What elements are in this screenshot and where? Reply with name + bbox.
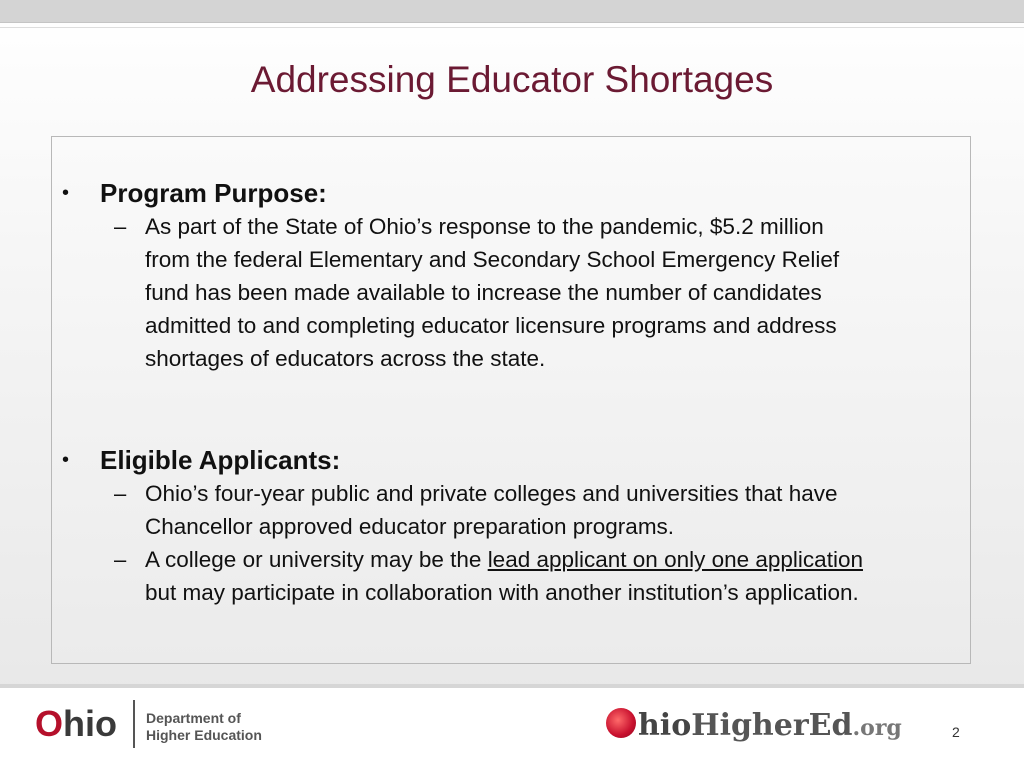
dash-icon: – (114, 547, 127, 572)
sub-item-text (145, 210, 967, 375)
ohio-logo-o: O (35, 703, 64, 744)
bullet-heading: Eligible Applicants: (100, 445, 341, 475)
text-line: but may participate in collaboration with another institution’s application. (145, 580, 859, 605)
ohio-seal-icon (606, 708, 636, 738)
text-line: admitted to and completing educator licensure programs and address (145, 313, 837, 338)
underlined-emphasis: lead applicant on only one application (487, 547, 863, 572)
ohio-logo-text: hio (63, 703, 117, 744)
text-line: shortages of educators across the state. (145, 346, 546, 371)
dash-icon: – (114, 214, 127, 239)
ohe-highered-text: HigherEd (691, 708, 853, 743)
text-line: from the federal Elementary and Secondary School Emergency Relief (145, 247, 840, 272)
text-line: As part of the State of Ohio’s response to the pandemic, $5.2 million (145, 214, 824, 239)
text-line (145, 543, 967, 576)
top-bar (0, 0, 1024, 23)
text-line: Chancellor approved educator preparation programs. (145, 514, 675, 539)
dash-icon: – (114, 481, 127, 506)
content-box (51, 136, 971, 664)
text-line: Ohio’s four-year public and private colleges and universities that have (145, 481, 838, 506)
ohio-logo (35, 702, 117, 746)
slide-title: Addressing Educator Shortages (250, 59, 774, 100)
ohe-org-text: .org (852, 715, 902, 741)
department-name (146, 710, 262, 744)
sub-item-text (145, 477, 967, 543)
top-divider (0, 27, 1024, 28)
page-number: 2 (952, 724, 960, 740)
bullet-dot-icon: • (62, 449, 70, 471)
ohiohighered-logo (606, 704, 902, 752)
dept-line: Higher Education (146, 727, 262, 743)
text-line: fund has been made available to increase the number of candidates (145, 280, 822, 305)
ohe-hio-text: hio (638, 708, 692, 743)
dept-line: Department of (146, 710, 241, 726)
sub-item-text (145, 543, 967, 609)
bullet-heading: Program Purpose: (100, 178, 327, 208)
text-segment: A college or university may be the (145, 547, 488, 572)
bullet-dot-icon: • (62, 182, 70, 204)
logo-divider (133, 700, 135, 748)
